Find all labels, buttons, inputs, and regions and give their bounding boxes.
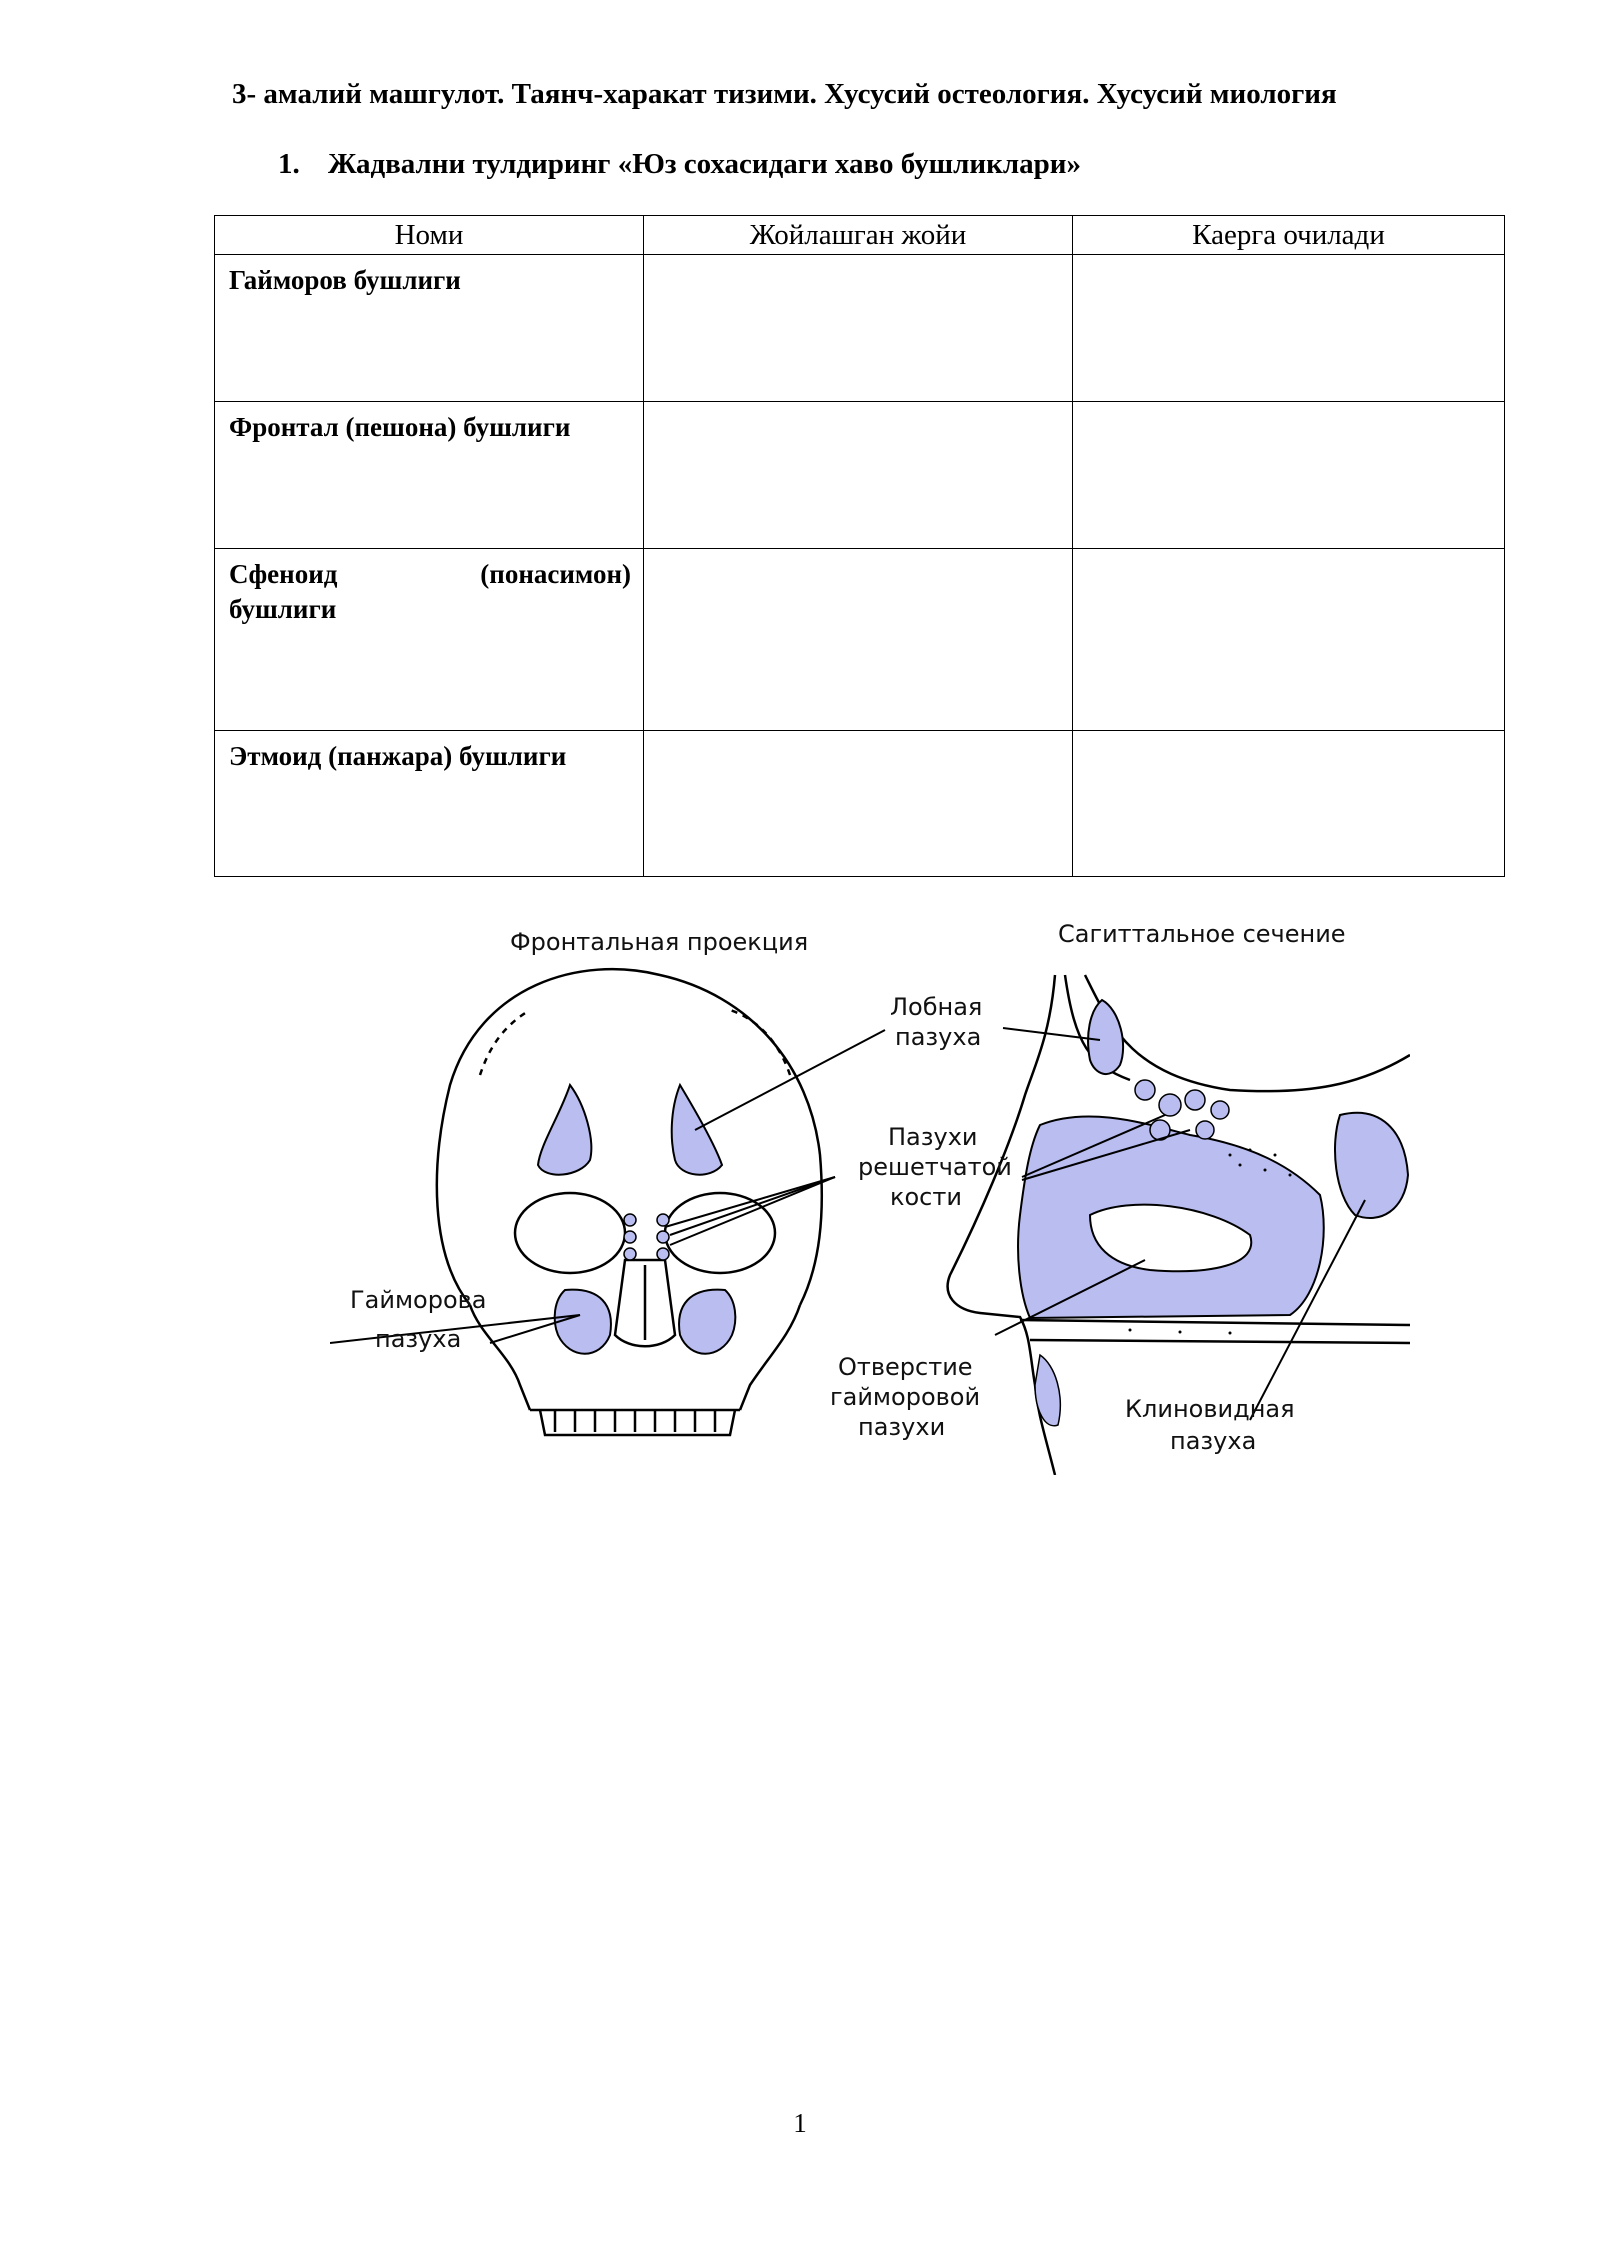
row-name-frontal: Фронтал (пешона) бушлиги [215, 402, 644, 549]
column-header-opens-to: Каерга очилади [1073, 216, 1505, 255]
sphenoid-sinus [1335, 1113, 1408, 1218]
task-text: Жадвални тулдиринг «Юз сохасидаги хаво бушликлари» [328, 148, 1081, 180]
document-title: 3- амалий машгулот. Таянч-харакат тизими. Хусусий остеология. Хусусий миология [232, 78, 1337, 110]
table-row [215, 549, 1505, 731]
label-ostium-3: пазухи [858, 1413, 946, 1441]
row-name-sphenoid [215, 549, 644, 731]
cell-opens-to[interactable] [1073, 731, 1505, 877]
label-ostium-2: гайморовой [830, 1383, 981, 1411]
label-sphenoid-2: пазуха [1170, 1427, 1257, 1455]
row-name-ethmoid: Этмоид (панжара) бушлиги [215, 731, 644, 877]
maxillary-sinus-right [679, 1290, 735, 1354]
row-name-sphenoid-part1: Сфеноид [229, 559, 338, 589]
column-header-name: Номи [215, 216, 644, 255]
cell-opens-to[interactable] [1073, 549, 1505, 731]
cell-location[interactable] [644, 549, 1073, 731]
task-number: 1. [278, 148, 300, 180]
label-frontal-projection: Фронтальная проекция [510, 928, 809, 956]
row-name-sphenoid-part3: бушлиги [229, 594, 337, 624]
row-name-maxillary: Гайморов бушлиги [215, 255, 644, 402]
sinus-table [214, 215, 1505, 877]
label-ethmoid-1: Пазухи [888, 1123, 978, 1151]
sinus-illustration [330, 915, 1410, 1475]
label-sphenoid-1: Клиновидная [1125, 1395, 1295, 1423]
frontal-sinus-sagittal [1088, 1000, 1123, 1074]
cell-opens-to[interactable] [1073, 402, 1505, 549]
label-ostium-1: Отверстие [838, 1353, 973, 1381]
label-frontal-sinus-2: пазуха [895, 1023, 982, 1051]
sinus-diagram [330, 915, 1410, 1475]
label-ethmoid-3: кости [890, 1183, 962, 1211]
label-sagittal-section: Сагиттальное сечение [1058, 920, 1346, 948]
label-ethmoid-2: решетчатой [858, 1153, 1012, 1181]
table-header-row [215, 216, 1505, 255]
page-number: 1 [793, 2108, 807, 2138]
table-row [215, 731, 1505, 877]
maxillary-sinus-left [555, 1290, 611, 1354]
cell-opens-to[interactable] [1073, 255, 1505, 402]
column-header-location: Жойлашган жойи [644, 216, 1073, 255]
table-row [215, 402, 1505, 549]
label-maxillary-1: Гайморова [350, 1286, 487, 1314]
row-name-sphenoid-part2: (понасимон) [480, 559, 631, 589]
cell-location[interactable] [644, 731, 1073, 877]
cell-location[interactable] [644, 402, 1073, 549]
label-maxillary-2: пазуха [375, 1325, 462, 1353]
task-heading [278, 148, 1081, 181]
label-frontal-sinus-1: Лобная [890, 993, 983, 1021]
cell-location[interactable] [644, 255, 1073, 402]
table-row [215, 255, 1505, 402]
